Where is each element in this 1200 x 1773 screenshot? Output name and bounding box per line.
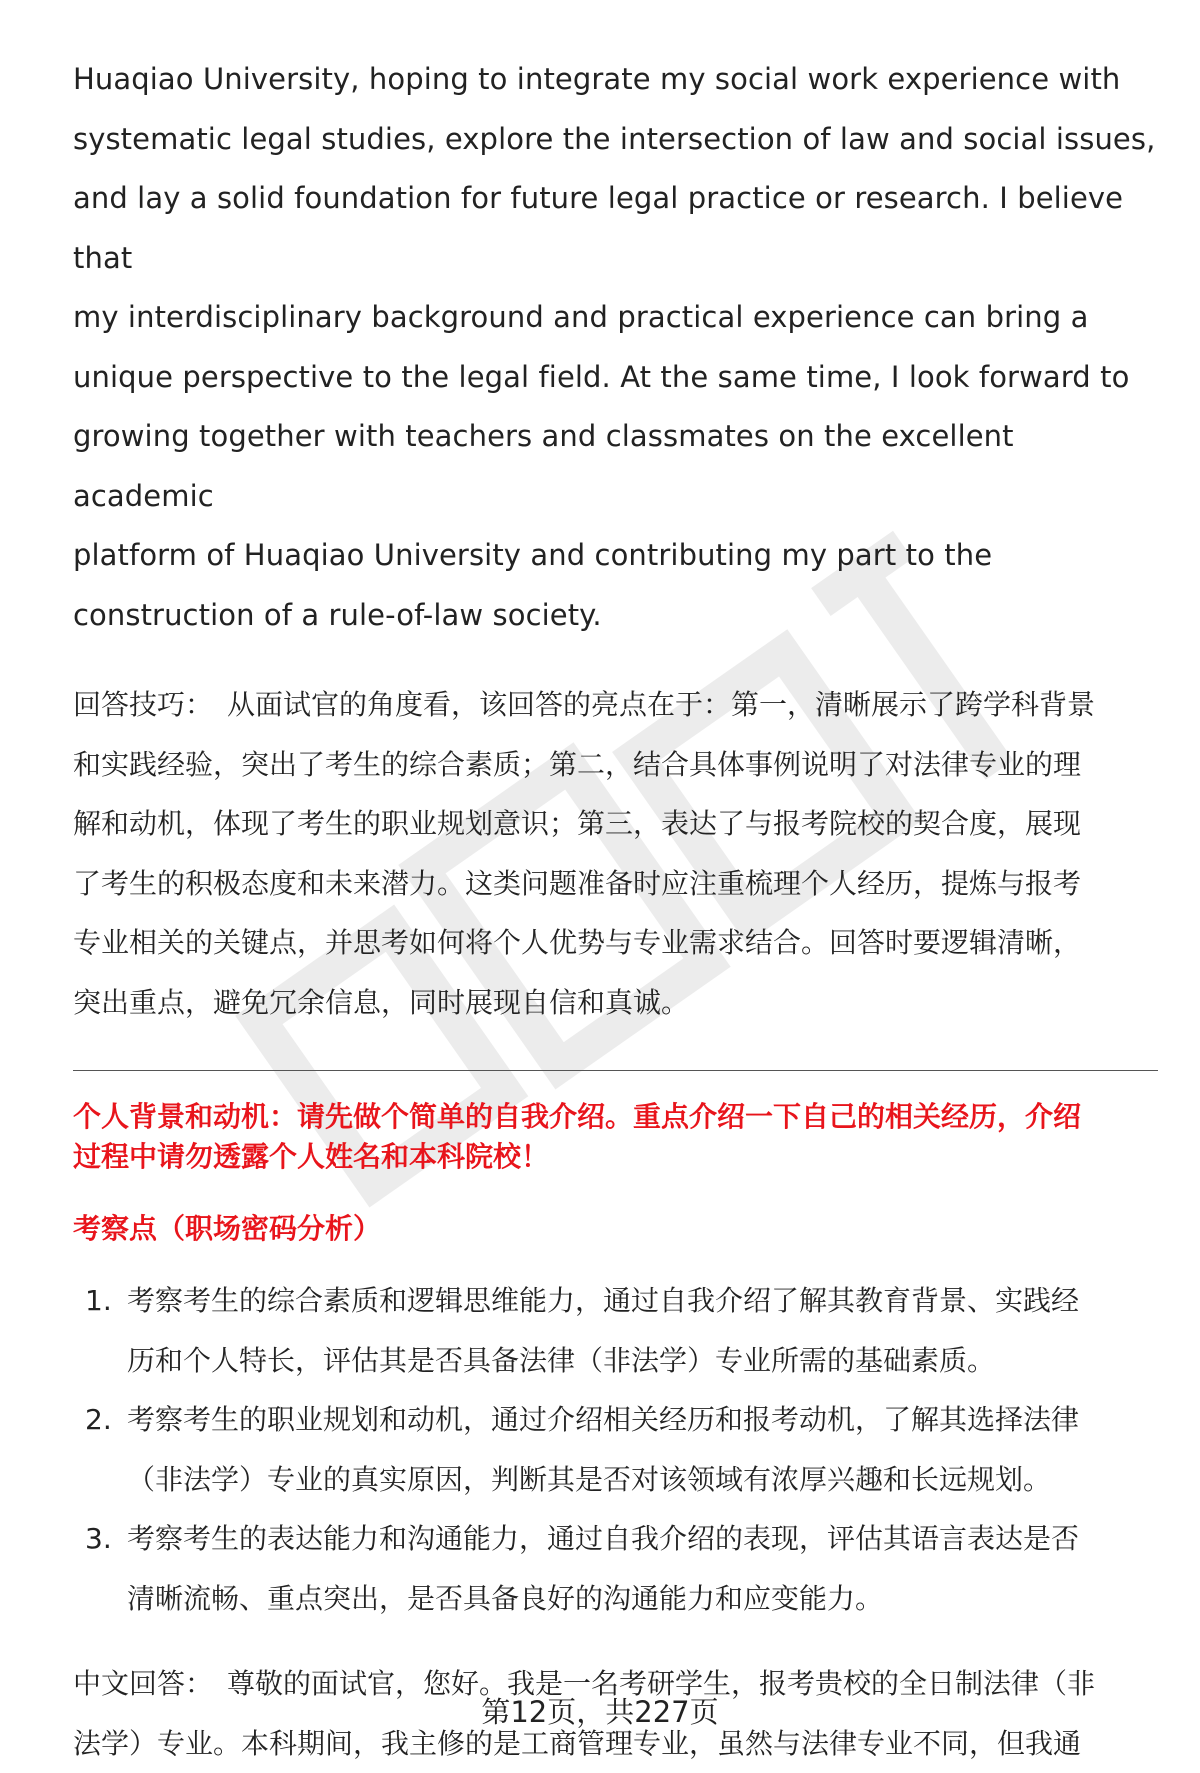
text-line [73,675,1158,735]
text-line: 和实践经验，突出了考生的综合素质；第二，结合具体事例说明了对法律专业的理 [73,735,1158,795]
text-line: 了考生的积极态度和未来潜力。这类问题准备时应注重梳理个人经历，提炼与报考 [73,854,1158,914]
list-number: 2. [73,1390,127,1509]
text-line: （非法学）专业的真实原因，判断其是否对该领域有浓厚兴趣和长远规划。 [127,1450,1158,1510]
document-page [73,50,1158,1773]
text-line: 突出重点，避免冗余信息，同时展现自信和真诚。 [73,973,1158,1033]
text-line: 考察考生的表达能力和沟通能力，通过自我介绍的表现，评估其语言表达是否 [127,1509,1158,1569]
text-line: 考察考生的职业规划和动机，通过介绍相关经历和报考动机，了解其选择法律 [127,1390,1158,1450]
text-line: and lay a solid foundation for future legal practice or research. I believe that [73,169,1158,288]
list-item [73,1390,1158,1509]
list-text [127,1509,1158,1628]
text-line: my interdisciplinary background and practical experience can bring a [73,288,1158,348]
question-heading [73,1097,1158,1177]
list-number: 1. [73,1271,127,1390]
text-line: 解和动机，体现了考生的职业规划意识；第三，表达了与报考院校的契合度，展现 [73,794,1158,854]
text-line: 专业相关的关键点，并思考如何将个人优势与专业需求结合。回答时要逻辑清晰， [73,913,1158,973]
text-line: 过程中请勿透露个人姓名和本科院校！ [73,1137,1158,1177]
text-line: construction of a rule-of-law society. [73,586,1158,646]
answer-text: 尊敬的面试官，您好。我是一名考研学生，报考贵校的全日制法律（非 [227,1667,1095,1700]
english-answer-paragraph [73,50,1158,645]
list-text [127,1390,1158,1509]
tip-text: 从面试官的角度看，该回答的亮点在于：第一，清晰展示了跨学科背景 [227,688,1095,721]
assessment-points-list [73,1271,1158,1628]
answer-label: 中文回答： [73,1667,213,1700]
list-item [73,1509,1158,1628]
text-line: systematic legal studies, explore the intersection of law and social issues, [73,110,1158,170]
text-line: 个人背景和动机：请先做个简单的自我介绍。重点介绍一下自己的相关经历，介绍 [73,1097,1158,1137]
page-number-footer: 第12页，共227页 [0,1692,1200,1732]
text-line: Huaqiao University, hoping to integrate my social work experience with [73,50,1158,110]
text-line: 清晰流畅、重点突出，是否具备良好的沟通能力和应变能力。 [127,1569,1158,1629]
section-divider [73,1070,1158,1071]
text-line: unique perspective to the legal field. At the same time, I look forward to [73,348,1158,408]
text-line: 法学）专业。本科期间，我主修的是工商管理专业，虽然与法律专业不同，但我通 [73,1714,1158,1773]
text-line: growing together with teachers and classmates on the excellent academic [73,407,1158,526]
answer-tip-paragraph [73,675,1158,1032]
tip-label: 回答技巧： [73,688,213,721]
text-line: platform of Huaqiao University and contributing my part to the [73,526,1158,586]
assessment-points-heading: 考察点（职场密码分析） [73,1209,1158,1249]
text-line: 历和个人特长，评估其是否具备法律（非法学）专业所需的基础素质。 [127,1331,1158,1391]
text-line: 考察考生的综合素质和逻辑思维能力，通过自我介绍了解其教育背景、实践经 [127,1271,1158,1331]
list-text [127,1271,1158,1390]
list-number: 3. [73,1509,127,1628]
list-item [73,1271,1158,1390]
